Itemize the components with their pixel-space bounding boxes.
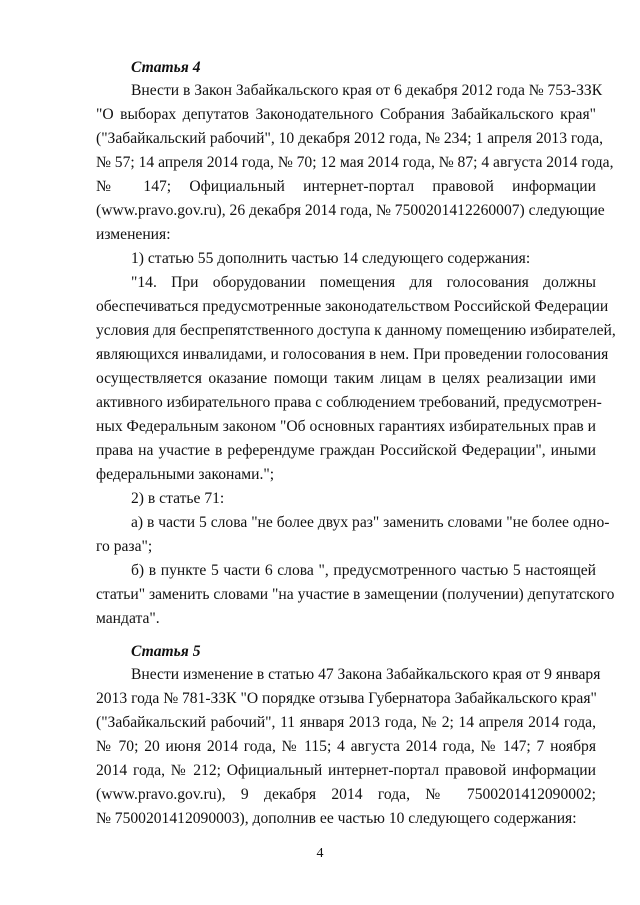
article-5-heading: Статья 5	[131, 643, 201, 660]
article-5-line: (www.pravo.gov.ru), 9 декабря 2014 года, № 7500201412090002;	[96, 786, 596, 803]
article-5-line: ("Забайкальский рабочий", 11 января 2013 года, № 2; 14 апреля 2014 года,	[96, 714, 596, 731]
article-4-line: № 147; Официальный интернет-портал правовой информации	[96, 178, 596, 195]
article-5-line: Внести изменение в статью 47 Закона Забайкальского края от 9 января	[131, 666, 601, 683]
article-5-line: № 70; 20 июня 2014 года, № 115; 4 августа 2014 года, № 147; 7 ноября	[96, 738, 596, 755]
article-4-quote-line: права на участие в референдуме граждан Российской Федерации", иными	[96, 442, 596, 459]
article-4-item-1: 1) статью 55 дополнить частью 14 следующего содержания:	[131, 250, 531, 267]
article-5-line: 2013 года № 781-ЗЗК "О порядке отзыва Губернатора Забайкальского края"	[96, 690, 597, 707]
article-4-quote-line: обеспечиваться предусмотренные законодательством Российской Федерации	[96, 298, 609, 315]
article-4-quote-line: "14. При оборудовании помещения для голосования должны	[131, 274, 596, 291]
article-4-quote-line: федеральными законами.";	[96, 466, 275, 483]
article-4-line: (www.pravo.gov.ru), 26 декабря 2014 года, № 7500201412260007) следующие	[96, 202, 605, 219]
article-4-subitem-b-cont: мандата".	[96, 610, 160, 627]
article-4-subitem-b: б) в пункте 5 части 6 слова ", предусмотренного частью 5 настоящей	[131, 562, 596, 579]
article-4-subitem-b-cont: статьи" заменить словами "на участие в замещении (получении) депутатского	[96, 586, 615, 603]
article-4-heading: Статья 4	[131, 59, 201, 76]
article-4-quote-line: осуществляется оказание помощи таким лицам в целях реализации ими	[96, 370, 596, 387]
article-4-subitem-a-cont: го раза";	[96, 538, 153, 555]
article-4-line: Внести в Закон Забайкальского края от 6 декабря 2012 года № 753-ЗЗК	[131, 82, 603, 99]
article-4-quote-line: являющихся инвалидами, и голосования в нем. При проведении голосования	[96, 346, 609, 363]
article-4-quote-line: ных Федеральным законом "Об основных гарантиях избирательных прав и	[96, 418, 596, 435]
article-4-quote-line: условия для беспрепятственного доступа к данному помещению избирателей,	[96, 322, 616, 339]
page-number: 4	[316, 846, 324, 861]
article-4-quote-line: активного избирательного права с соблюдением требований, предусмотрен-	[96, 394, 602, 411]
article-4-line: № 57; 14 апреля 2014 года, № 70; 12 мая 2014 года, № 87; 4 августа 2014 года,	[96, 154, 614, 171]
article-4-subitem-a: а) в части 5 слова "не более двух раз" заменить словами "не более одно-	[131, 514, 610, 531]
article-4-line: ("Забайкальский рабочий", 10 декабря 2012 года, № 234; 1 апреля 2013 года,	[96, 130, 604, 147]
article-5-line: № 7500201412090003), дополнив ее частью 10 следующего содержания:	[96, 810, 577, 827]
article-5-line: 2014 года, № 212; Официальный интернет-портал правовой информации	[96, 762, 596, 779]
article-4-item-2: 2) в статье 71:	[131, 490, 225, 507]
article-4-line: изменения:	[96, 226, 171, 243]
article-4-line: "О выборах депутатов Законодательного Собрания Забайкальского края"	[96, 106, 596, 123]
